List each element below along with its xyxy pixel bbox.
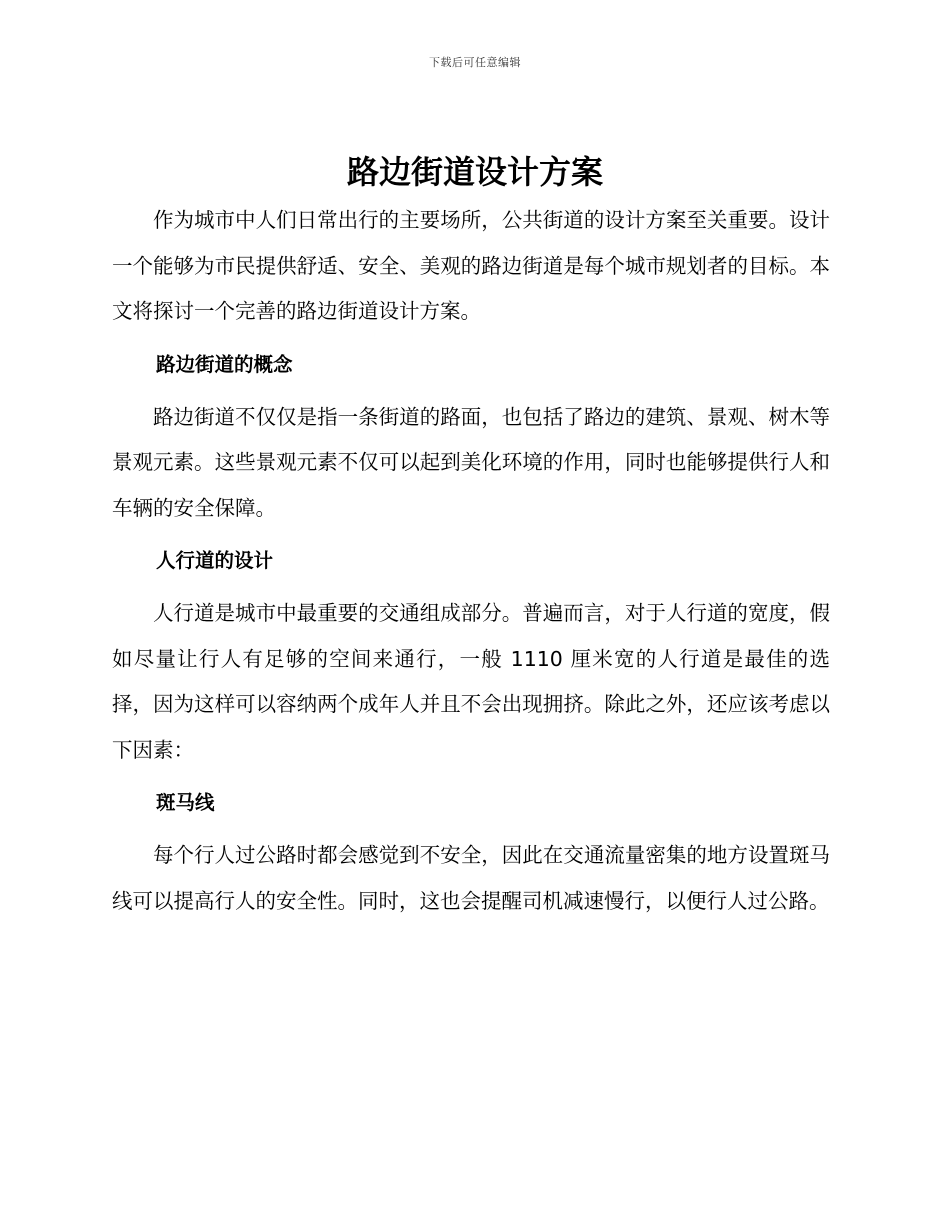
section-heading-crosswalk: 斑马线 <box>156 791 215 814</box>
sidewalk-paragraph: 人行道是城市中最重要的交通组成部分。普遍而言，对于人行道的宽度，假如尽量让行人有足够的空间来通行，一般 1110 厘米宽的人行道是最佳的选择，因为这样可以容纳两个成年人并且不会出现拥挤。除此之外，还应该考虑以下因素： <box>112 601 830 762</box>
section-heading-concept: 路边街道的概念 <box>156 352 293 376</box>
concept-paragraph: 路边街道不仅仅是指一条街道的路面，也包括了路边的建筑、景观、树木等景观元素。这些景观元素不仅可以起到美化环境的作用，同时也能够提供行人和车辆的安全保障。 <box>112 404 830 520</box>
crosswalk-paragraph: 每个行人过公路时都会感觉到不安全，因此在交通流量密集的地方设置斑马线可以提高行人的安全性。同时，这也会提醒司机减速慢行，以便行人过公路。 <box>112 843 830 913</box>
document-body <box>112 198 830 924</box>
intro-paragraph: 作为城市中人们日常出行的主要场所，公共街道的设计方案至关重要。设计一个能够为市民提供舒适、安全、美观的路边街道是每个城市规划者的目标。本文将探讨一个完善的路边街道设计方案。 <box>112 208 830 323</box>
section-heading-sidewalk: 人行道的设计 <box>156 549 274 572</box>
header-note: 下载后可任意编辑 <box>429 56 521 69</box>
document-title: 路边街道设计方案 <box>346 153 603 191</box>
